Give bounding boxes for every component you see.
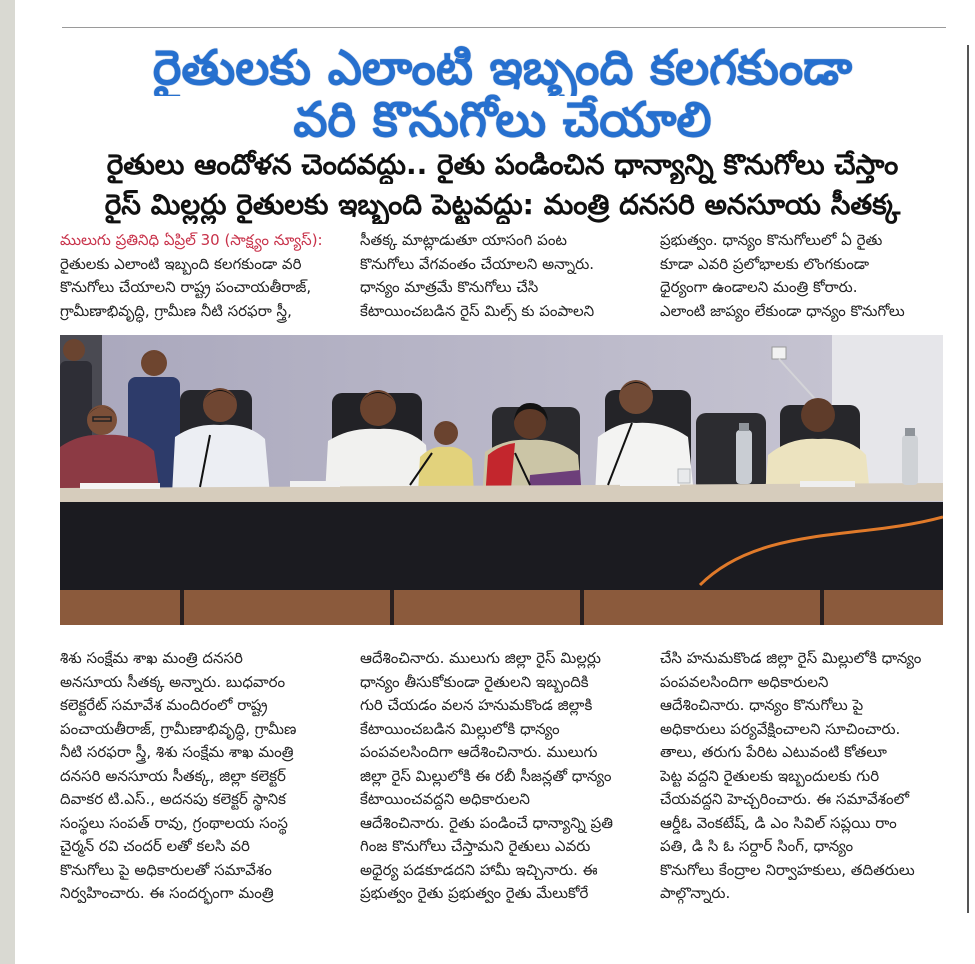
article-line: కూడా ఎవరి ప్రలోభాలకు లొంగకుండా bbox=[660, 254, 870, 273]
article-line: పంచాయతీరాజ్, గ్రామీణాభివృద్ధి, గ్రామీణ bbox=[60, 719, 297, 738]
article-line: రైతులకు ఎలాంటి ఇబ్బంది కలగకుండా వరి bbox=[60, 254, 302, 273]
article-line: ఆదేశించినారు. ధాన్యం కొనుగోలు పై bbox=[660, 696, 864, 714]
article-line: చేసి హనుమకొండ జిల్లా రైస్ మిల్లులోకి ధాన్యం bbox=[660, 649, 922, 667]
article-line: దనసరి అనసూయ సీతక్క, జిల్లా కలెక్టర్ bbox=[60, 766, 286, 785]
article-line: కేటాయించబడిన రైస్ మిల్స్ కు పంపాలని bbox=[360, 301, 595, 320]
article-column-top-1 bbox=[60, 229, 342, 323]
article-line: కొనుగోలు వేగవంతం చేయాలని అన్నారు. bbox=[360, 254, 595, 273]
page-margin-band bbox=[0, 0, 15, 964]
article-line: ప్రభుత్వం రైతు ప్రభుత్వం రైతు మేలుకోరే bbox=[360, 884, 589, 902]
article-line: శిశు సంక్షేమ శాఖ మంత్రి దనసరి bbox=[60, 649, 243, 667]
article-line: పాల్గొన్నారు. bbox=[660, 884, 731, 902]
dateline: ములుగు ప్రతినిధి ఏప్రిల్ 30 (సాక్ష్యం న్యూస్): bbox=[60, 231, 323, 249]
article-column-bottom-2 bbox=[360, 647, 642, 906]
article-line: గింజ కొనుగోలు చేస్తామని రైతులు ఎవరు bbox=[360, 837, 591, 855]
article-line: కొనుగోలు చేయాలని రాష్ట్ర పంచాయతీరాజ్, bbox=[60, 278, 312, 296]
article-line: ధాన్యం తీసుకోకుండా రైతులని ఇబ్బందికి bbox=[360, 672, 589, 691]
article-line: జిల్లా రైస్ మిల్లులోకి ఈ రబీ సీజన్లతో ధాన్యం bbox=[360, 766, 612, 785]
article-line: గురి చేయడం వలన హనుమకొండ జిల్లాకి bbox=[360, 696, 593, 714]
article-line: కేటాయించబడిన మిల్లులోకి ధాన్యం bbox=[360, 719, 560, 738]
article-line: దివాకర టి.ఎస్., అదనపు కలెక్టర్ స్థానిక bbox=[60, 790, 286, 808]
top-divider bbox=[62, 27, 946, 28]
article-line: కొనుగోలు పై అధికారులతో సమావేశం bbox=[60, 860, 272, 879]
article-line: కలెక్టరేట్ సమావేశ మందిరంలో రాష్ట్ర bbox=[60, 696, 268, 714]
article-line: గ్రామీణాభివృద్ధి, గ్రామీణ నీటి సరఫరా స్త్రీ, bbox=[60, 301, 292, 320]
article-line: అధికారులు పర్యవేక్షించాలని సూచించారు. bbox=[660, 719, 901, 738]
article-line: ధైర్యంగా ఉండాలని మంత్రి కోరారు. bbox=[660, 278, 858, 296]
article-line: నీటి సరఫరా స్త్రీ, శిశు సంక్షేమ శాఖ మంత్రి bbox=[60, 743, 294, 761]
subheadline-line-2: రైస్ మిల్లర్లు రైతులకు ఇబ్బంది పెట్టవద్దు: మంత్రి దనసరి అనసూయ సీతక్క bbox=[104, 188, 901, 221]
article-line: పంపవలసిందిగా అధికారులని bbox=[660, 672, 829, 691]
article-column-top-2 bbox=[360, 229, 642, 323]
right-column-rule bbox=[967, 45, 969, 913]
article-line: నిర్వహించారు. ఈ సందర్భంగా మంత్రి bbox=[60, 884, 274, 902]
article-line: సంస్థలు సంపత్ రావు, గ్రంథాలయ సంస్థ bbox=[60, 813, 288, 832]
article-column-bottom-1 bbox=[60, 647, 342, 906]
floor bbox=[60, 590, 943, 625]
article-line: పెట్ట వద్దని రైతులకు ఇబ్బందులకు గురి bbox=[660, 766, 880, 785]
meeting-photo-illustration bbox=[60, 335, 943, 625]
article-column-top-3 bbox=[660, 229, 942, 323]
article-line: చేయవద్దని హెచ్చరించారు. ఈ సమావేశంలో bbox=[660, 790, 910, 808]
headline-line-2: వరి కొనుగోలు చేయాలి bbox=[293, 92, 712, 148]
article-line: ధాన్యం మాత్రమే కొనుగోలు చేసి bbox=[360, 278, 539, 296]
article-line: ఆర్డీఓ వెంకటేష్, డి ఎం సివిల్ సప్లయి రాం bbox=[660, 813, 897, 832]
meeting-photo bbox=[60, 335, 943, 625]
article-line: ఆదేశించినారు. రైతు పండించే ధాన్యాన్ని ప్రతి bbox=[360, 813, 613, 832]
article-line: ప్రభుత్వం. ధాన్యం కొనుగోలులో ఏ రైతు bbox=[660, 231, 883, 249]
article-line: పతి, డి సి ఓ సర్దార్ సింగ్, ధాన్యం bbox=[660, 837, 854, 855]
article-line: తాలు, తరుగు పేరిట ఎటువంటి కోతలూ bbox=[660, 743, 887, 761]
article-line: ఎలాంటి జాప్యం లేకుండా ధాన్యం కొనుగోలు bbox=[660, 301, 905, 320]
subheadline-line-1: రైతులు ఆందోళన చెందవద్దు.. రైతు పండించిన ధాన్యాన్ని కొనుగోలు చేస్తాం bbox=[106, 148, 899, 181]
article-line: ఆదేశించినారు. ములుగు జిల్లా రైస్ మిల్లర్లు bbox=[360, 649, 601, 667]
article-line: అనసూయ సీతక్క అన్నారు. బుధవారం bbox=[60, 672, 286, 691]
article-line: కొనుగోలు కేంద్రాల నిర్వాహకులు, తదితరులు bbox=[660, 860, 915, 879]
article-line: పంపవలసిందిగా ఆదేశించినారు. ములుగు bbox=[360, 743, 598, 761]
article-line: అధైర్య పడకూడదని హామీ ఇచ్చినారు. ఈ bbox=[360, 860, 598, 879]
headline-line-1: రైతులకు ఎలాంటి ఇబ్బంది కలగకుండా bbox=[152, 40, 853, 96]
article-line: కేటాయించవద్దని అధికారులని bbox=[360, 790, 530, 808]
article-line: చైర్మన్ రవి చందర్ లతో కలసి వరి bbox=[60, 837, 250, 855]
article-line: సీతక్క మాట్లాడుతూ యాసంగి పంట bbox=[360, 231, 568, 249]
article-column-bottom-3 bbox=[660, 647, 942, 906]
